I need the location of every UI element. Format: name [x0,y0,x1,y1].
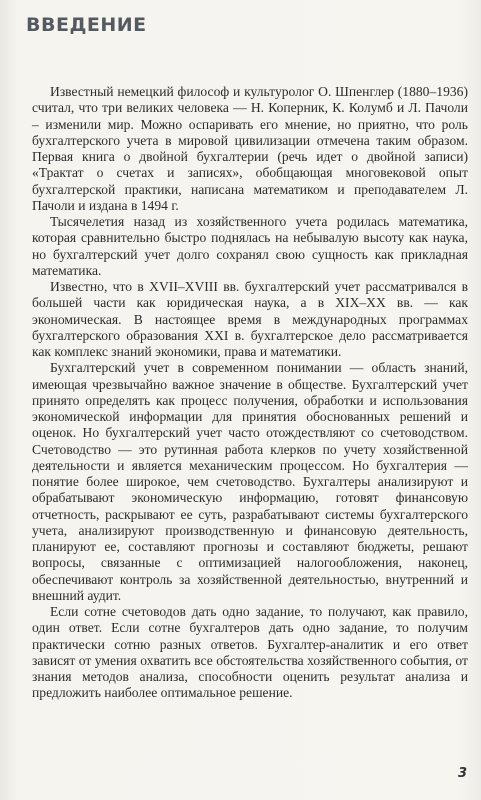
paragraph-1: Известный немецкий философ и культуролог О. Шпенглер (1880–1936) считал, что три великих человека — Н. Коперник, К. Колумб и Л. Пачоли – изменили мир. Можно оспаривать его мнение, но приятно, что роль бухгалтерского учета в мировой цивилизации отмечена таким образом. Первая книга о двойной бухгалтерии (речь идет о двойной записи) «Трактат о счетах и записях», обобщающая многовековой опыт бухгалтерской практики, написана математиком и преподавателем Л. Пачоли и издана в 1494 г. [32,84,468,213]
chapter-heading: ВВЕДЕНИЕ [26,14,147,36]
paragraph-5: Если сотне счетоводов дать одно задание, то получают, как правило, один ответ. Если сотне бухгалтеров дать одно задание, то получим практически сотню разных ответов. Бухгалтер-аналитик и его ответ зависят от умения охватить все обстоятельства хозяйственного события, от знания методов анализа, способности оценить результат анализа и предложить наиболее оптимальное решение. [32,604,468,701]
paragraph-2: Тысячелетия назад из хозяйственного учета родилась математика, которая сравнительно быстро поднялась на небывалую высоту как наука, но бухгалтерский учет долго сохранял свою сущность как прикладная математика. [32,214,468,278]
body-text [32,84,468,702]
paragraph-4: Бухгалтерский учет в современном понимании — область знаний, имеющая чрезвычайно важное значение в обществе. Бухгалтерский учет принято определять как процесс получения, обработки и использования экономической информации для принятия обоснованных решений и оценок. Но бухгалтерский учет часто отождествляют со счетоводством. Счетоводство — это рутинная работа клерков по учету хозяйственной деятельности и является механическим процессом. Но бухгалтерия — понятие более широкое, чем счетоводство. Бухгалтеры анализируют и обрабатывают экономическую информацию, готовят финансовую отчетность, раскрывают ее суть, разрабатывают системы бухгалтерского учета, анализируют производственную и финансовую деятельность, планируют ее, составляют прогнозы и составляют бюджеты, решают вопросы, связанные с оптимизацией налогообложения, наконец, обеспечивают контроль за хозяйственной деятельностью, внутренний и внешний аудит. [32,360,468,603]
page-number: 3 [457,766,467,781]
paragraph-3: Известно, что в XVII–XVIII вв. бухгалтерский учет рассматривался в большей части как юридическая наука, а в XIX–XX вв. — как экономическая. В настоящее время в международных программах бухгалтерского образования XXI в. бухгалтерское дело рассматривается как комплекс знаний экономики, права и математики. [32,279,468,359]
